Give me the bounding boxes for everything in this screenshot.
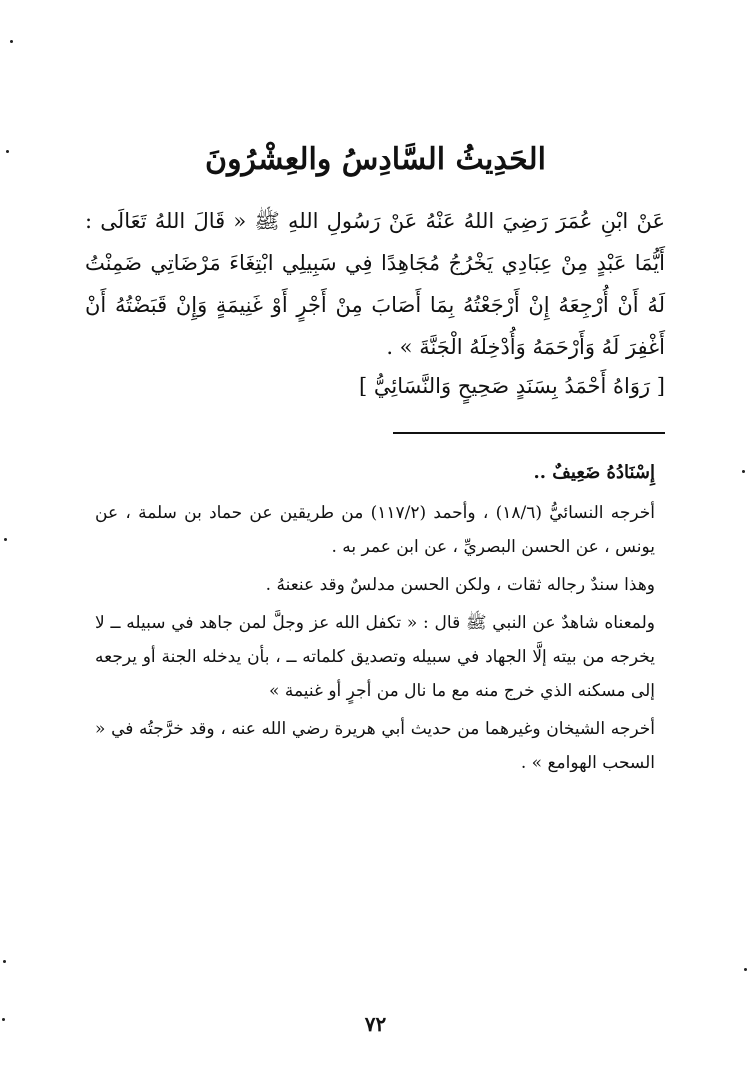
margin-mark (4, 538, 7, 541)
narration-source: [ رَوَاهُ أَحْمَدُ بِسَنَدٍ صَحِيحٍ وَالنَّسَائِيُّ ] (359, 374, 665, 398)
margin-mark (10, 40, 13, 43)
margin-mark (3, 960, 6, 963)
hadith-paragraph: عَنْ ابْنِ عُمَرَ رَضِيَ اللهُ عَنْهُ عَنْ رَسُولِ اللهِ ﷺ « قَالَ اللهُ تَعَالَى : أَيُّمَا عَبْدٍ مِنْ عِبَادِي يَخْرُجُ مُجَاهِدًا فِي سَبِيلِي ابْتِغَاءَ مَرْضَاتِي ضَمِنْتُ لَهُ أَنْ أُرْجِعَهُ إِنْ أَرْجَعْتُهُ بِمَا أَصَابَ مِنْ أَجْرٍ أَوْ غَنِيمَةٍ وَإِنْ قَبَضْتُهُ أَنْ أَغْفِرَ لَهُ وَأَرْحَمَهُ وَأُدْخِلَهُ الْجَنَّةَ » . (85, 209, 665, 359)
takhrij-paragraph: أخرجه النسائيُّ (١٨/٦) ، وأحمد (١١٧/٢) من طريقين عن حماد بن سلمة ، عن يونس ، عن الحسن البصريِّ ، عن ابن عمر به . (95, 503, 655, 557)
footnote-separator (393, 432, 665, 434)
margin-mark (744, 968, 747, 971)
page-number: ٧٢ (364, 1012, 387, 1036)
hadith-title: الحَدِيثُ السَّادِسُ والعِشْرُونَ (205, 142, 546, 177)
margin-mark (742, 470, 745, 473)
takhrij-paragraph: ولمعناه شاهدٌ عن النبي ﷺ قال : « تكفل الله عز وجلَّ لمن جاهد في سبيله ــ لا يخرجه من بيته إلَّا الجهاد في سبيله وتصديق كلماته ــ ، بأن يدخله الجنة أو يرجعه إلى مسكنه الذي خرج منه مع ما نال من أجرٍ أو غنيمة » (95, 613, 655, 701)
isnad-grading: إِسْنَادُهُ ضَعِيفٌ .. (533, 462, 655, 483)
takhrij-section (95, 456, 655, 784)
takhrij-paragraph: أخرجه الشيخان وغيرهما من حديث أبي هريرة رضي الله عنه ، وقد خرَّجتُه في « السحب الهوامع » . (95, 719, 655, 773)
hadith-text (85, 200, 665, 368)
takhrij-paragraph: وهذا سندٌ رجاله ثقات ، ولكن الحسن مدلسٌ وقد عنعنهُ . (265, 575, 655, 595)
